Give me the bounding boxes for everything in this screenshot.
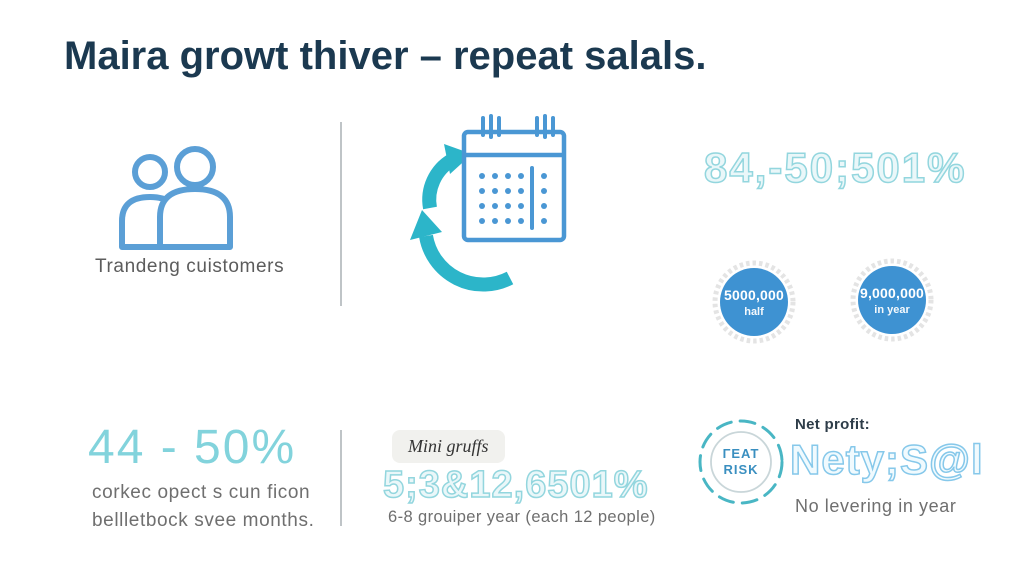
calendar-cycle-icon	[398, 108, 578, 298]
range-stat-value: 44 - 50%	[88, 421, 297, 474]
net-profit-caption: No levering in year	[795, 496, 957, 516]
mini-groups-button[interactable]: Mini gruffs	[392, 430, 505, 463]
badge-full-year	[850, 258, 934, 342]
badge-caption: half	[744, 305, 764, 318]
badge-value: 5000,000	[724, 286, 784, 303]
net-profit-logo-text: Nety;S@l	[790, 436, 984, 483]
customers-label: Trandeng cuistomers	[95, 256, 285, 277]
vertical-divider-bottom	[340, 430, 342, 526]
badge-value: 9,000,000	[859, 284, 925, 301]
badge-half-year	[712, 260, 796, 344]
range-stat-caption-line1: corkec opect s cun ficon	[92, 482, 311, 503]
people-icon	[112, 146, 240, 254]
risk-badge-line1: ΓEAT	[722, 445, 760, 461]
range-stat-caption-line2: bellletbock svee months.	[92, 510, 315, 531]
risk-badge-line2: RISK	[723, 462, 759, 477]
net-profit-heading: Net profit:	[795, 416, 870, 433]
badge-caption: in year	[874, 303, 910, 316]
top-stat-value: 84,-50;501%	[704, 144, 967, 191]
risk-stamp-badge	[697, 418, 785, 506]
page-title: Maira growt thiver – repeat salals.	[64, 34, 707, 78]
mini-stat-value: 5;3&12,6501%	[383, 464, 649, 506]
vertical-divider-top	[340, 122, 342, 306]
mini-stat-caption: 6-8 grouiper year (each 12 people)	[388, 508, 656, 526]
